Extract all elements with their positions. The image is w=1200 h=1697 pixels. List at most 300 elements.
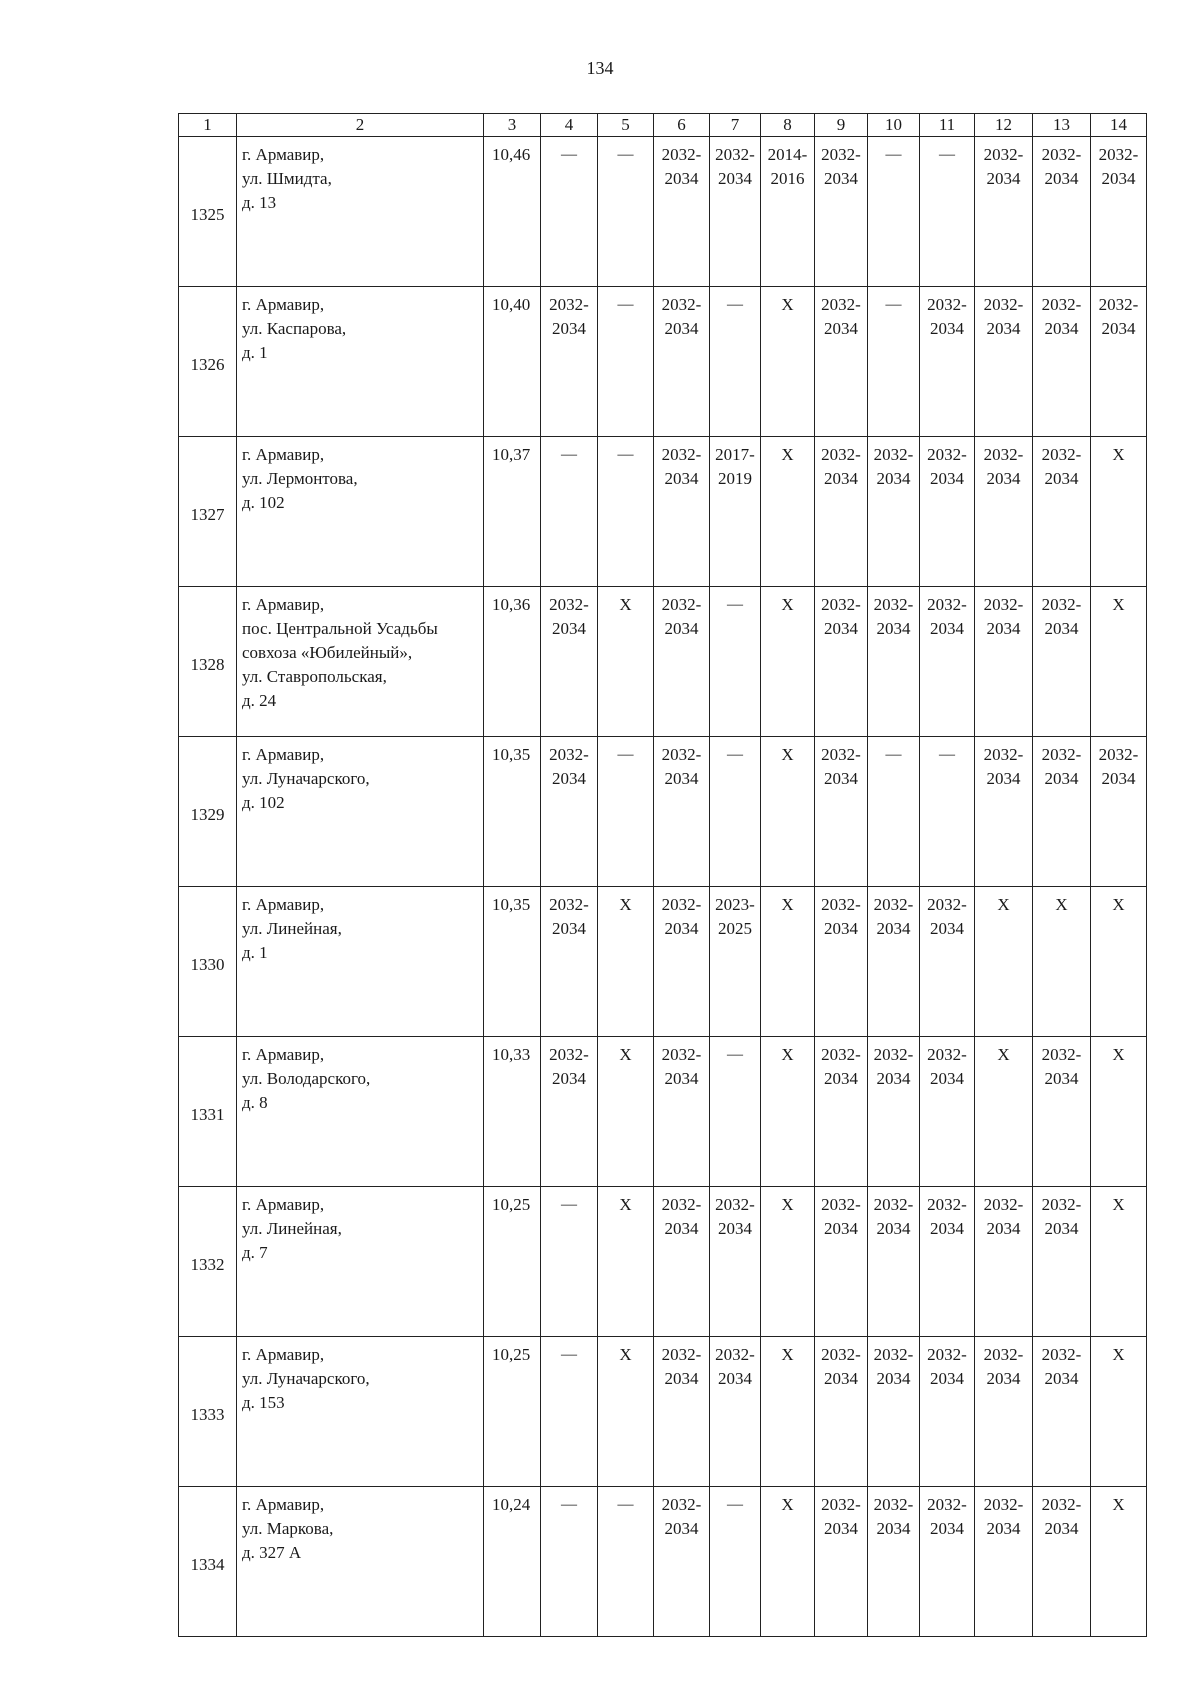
cell-text: 2032- <box>873 595 914 614</box>
cell-text: 2034 <box>930 469 964 488</box>
row-number: 1329 <box>179 737 237 887</box>
table-row <box>179 1487 1147 1637</box>
cell-text: Х <box>1112 595 1125 614</box>
period-cell <box>598 587 654 737</box>
cell-text: 2032- <box>983 295 1024 314</box>
table-row <box>179 1337 1147 1487</box>
cell-text: 2032- <box>715 145 755 164</box>
cell-text: 2032- <box>1041 1195 1082 1214</box>
period-cell <box>975 437 1033 587</box>
address-line: г. Армавир, <box>242 745 325 764</box>
cell-text: 2034 <box>876 919 911 938</box>
cell-text: 2032- <box>873 1495 914 1514</box>
column-header: 5 <box>598 114 654 137</box>
period-cell <box>710 737 761 887</box>
cell-text: 2032- <box>821 1195 861 1214</box>
cell-text: 2014- <box>767 145 808 164</box>
period-cell <box>761 137 815 287</box>
value-cell: 10,25 <box>484 1187 541 1337</box>
period-cell <box>598 1487 654 1637</box>
period-cell <box>710 887 761 1037</box>
cell-text: 2034 <box>824 319 858 338</box>
period-cell <box>541 137 598 287</box>
period-cell <box>1033 1037 1091 1187</box>
cell-text: 2034 <box>824 1369 858 1388</box>
cell-text: 2032- <box>661 895 702 914</box>
period-cell <box>868 587 920 737</box>
cell-text: Х <box>619 895 632 914</box>
value-cell: 10,40 <box>484 287 541 437</box>
address-line: г. Армавир, <box>242 1345 325 1364</box>
cell-text: 2034 <box>986 769 1021 788</box>
cell-text: 2034 <box>1044 1069 1079 1088</box>
period-cell <box>1033 887 1091 1037</box>
cell-text: — <box>727 746 743 763</box>
cell-text: 2034 <box>1044 169 1079 188</box>
period-cell <box>1091 887 1147 1037</box>
column-header: 11 <box>920 114 975 137</box>
cell-text: 2034 <box>718 1219 752 1238</box>
column-header: 12 <box>975 114 1033 137</box>
cell-text: — <box>727 1046 743 1063</box>
cell-text: — <box>727 296 743 313</box>
cell-text: 2034 <box>876 1519 911 1538</box>
cell-text: 2034 <box>664 1519 699 1538</box>
period-cell <box>1033 287 1091 437</box>
cell-text: — <box>885 296 902 313</box>
cell-text: 2032- <box>1041 1045 1082 1064</box>
cell-text: Х <box>781 1195 794 1214</box>
period-cell <box>654 1037 710 1187</box>
cell-text: 2032- <box>983 745 1024 764</box>
address-cell <box>237 887 484 1037</box>
cell-text: 2032- <box>1041 745 1082 764</box>
period-cell <box>815 587 868 737</box>
period-cell <box>868 287 920 437</box>
cell-text: 2034 <box>986 469 1021 488</box>
period-cell <box>710 287 761 437</box>
cell-text: — <box>617 1496 634 1513</box>
cell-text: 2032- <box>821 1045 861 1064</box>
column-header: 9 <box>815 114 868 137</box>
cell-text: 2032- <box>661 145 702 164</box>
address-line: г. Армавир, <box>242 595 325 614</box>
period-cell <box>868 1487 920 1637</box>
period-cell <box>1091 1487 1147 1637</box>
period-cell <box>975 587 1033 737</box>
cell-text: Х <box>781 1495 794 1514</box>
column-header: 6 <box>654 114 710 137</box>
cell-text: 2032- <box>661 1345 702 1364</box>
cell-text: 2032- <box>873 1345 914 1364</box>
cell-text: — <box>617 146 634 163</box>
address-line: ул. Линейная, <box>242 919 342 938</box>
cell-text: 2034 <box>986 169 1021 188</box>
period-cell <box>975 1487 1033 1637</box>
table-row <box>179 737 1147 887</box>
row-number: 1330 <box>179 887 237 1037</box>
cell-text: 2034 <box>1101 769 1136 788</box>
period-cell <box>815 137 868 287</box>
cell-text: 2034 <box>664 919 699 938</box>
period-cell <box>975 737 1033 887</box>
cell-text: 2032- <box>1041 445 1082 464</box>
column-header: 13 <box>1033 114 1091 137</box>
cell-text: 2034 <box>986 1219 1021 1238</box>
value-cell: 10,25 <box>484 1337 541 1487</box>
cell-text: — <box>561 1496 577 1513</box>
cell-text: — <box>727 1496 743 1513</box>
period-cell <box>975 887 1033 1037</box>
period-cell <box>815 887 868 1037</box>
period-cell <box>868 1187 920 1337</box>
cell-text: — <box>939 146 955 163</box>
period-cell <box>920 1487 975 1637</box>
address-line: д. 24 <box>242 691 277 710</box>
period-cell <box>1091 737 1147 887</box>
cell-text: — <box>617 446 634 463</box>
cell-text: Х <box>1112 445 1125 464</box>
period-cell <box>710 1187 761 1337</box>
cell-text: 2032- <box>873 1045 914 1064</box>
cell-text: 2032- <box>1098 145 1139 164</box>
cell-text: 2032- <box>1098 295 1139 314</box>
cell-text: Х <box>997 1045 1010 1064</box>
period-cell <box>1033 1487 1091 1637</box>
table-row <box>179 587 1147 737</box>
period-cell <box>541 1337 598 1487</box>
cell-text: — <box>561 146 577 163</box>
cell-text: 2032- <box>983 445 1024 464</box>
period-cell <box>920 887 975 1037</box>
period-cell <box>761 887 815 1037</box>
cell-text: Х <box>781 745 794 764</box>
cell-text: 2034 <box>1101 319 1136 338</box>
table-row <box>179 1037 1147 1187</box>
cell-text: 2034 <box>1044 319 1079 338</box>
data-table <box>178 113 1147 1637</box>
cell-text: 2032- <box>549 745 589 764</box>
cell-text: 2034 <box>552 1069 586 1088</box>
period-cell <box>815 737 868 887</box>
value-cell: 10,36 <box>484 587 541 737</box>
period-cell <box>1091 437 1147 587</box>
cell-text: — <box>617 296 634 313</box>
period-cell <box>761 437 815 587</box>
cell-text: 2034 <box>664 1069 699 1088</box>
period-cell <box>761 287 815 437</box>
row-number: 1326 <box>179 287 237 437</box>
address-line: ул. Лермонтова, <box>242 469 358 488</box>
period-cell <box>654 737 710 887</box>
cell-text: 2032- <box>661 745 702 764</box>
period-cell <box>920 287 975 437</box>
cell-text: 2032- <box>927 1195 967 1214</box>
cell-text: 2034 <box>1044 769 1079 788</box>
period-cell <box>868 437 920 587</box>
cell-text: 2034 <box>824 1069 858 1088</box>
cell-text: 2032- <box>549 1045 589 1064</box>
cell-text: 2034 <box>876 1369 911 1388</box>
cell-text: 2034 <box>824 469 858 488</box>
period-cell <box>1033 1337 1091 1487</box>
period-cell <box>710 1487 761 1637</box>
cell-text: — <box>561 1196 577 1213</box>
period-cell <box>920 1037 975 1187</box>
cell-text: 2019 <box>718 469 752 488</box>
address-line: д. 327 А <box>242 1543 302 1562</box>
cell-text: Х <box>619 1345 632 1364</box>
address-line: пос. Центральной Усадьбы <box>242 619 438 638</box>
period-cell <box>1091 1337 1147 1487</box>
column-header: 7 <box>710 114 761 137</box>
cell-text: 2032- <box>873 1195 914 1214</box>
cell-text: 2032- <box>821 1495 861 1514</box>
address-line: д. 153 <box>242 1393 285 1412</box>
cell-text: 2034 <box>930 1519 964 1538</box>
cell-text: 2034 <box>552 769 586 788</box>
cell-text: 2023- <box>715 895 755 914</box>
period-cell <box>598 887 654 1037</box>
address-line: г. Армавир, <box>242 445 325 464</box>
period-cell <box>1033 587 1091 737</box>
cell-text: 2034 <box>876 1069 911 1088</box>
row-number: 1332 <box>179 1187 237 1337</box>
period-cell <box>710 1037 761 1187</box>
period-cell <box>815 1487 868 1637</box>
period-cell <box>541 587 598 737</box>
period-cell <box>541 1487 598 1637</box>
period-cell <box>541 437 598 587</box>
period-cell <box>868 887 920 1037</box>
row-number: 1333 <box>179 1337 237 1487</box>
period-cell <box>710 1337 761 1487</box>
period-cell <box>654 287 710 437</box>
column-header: 14 <box>1091 114 1147 137</box>
period-cell <box>975 1337 1033 1487</box>
period-cell <box>868 1337 920 1487</box>
value-cell: 10,35 <box>484 737 541 887</box>
value-cell: 10,46 <box>484 137 541 287</box>
cell-text: Х <box>1112 1045 1125 1064</box>
table-row <box>179 437 1147 587</box>
period-cell <box>598 1337 654 1487</box>
cell-text: 2034 <box>552 319 586 338</box>
cell-text: 2032- <box>983 145 1024 164</box>
address-line: д. 13 <box>242 193 277 212</box>
cell-text: Х <box>1112 1345 1125 1364</box>
cell-text: 2034 <box>1044 1519 1079 1538</box>
cell-text: 2034 <box>664 319 699 338</box>
cell-text: 2034 <box>824 1219 858 1238</box>
cell-text: Х <box>781 1045 794 1064</box>
period-cell <box>1033 737 1091 887</box>
cell-text: 2032- <box>1041 145 1082 164</box>
cell-text: 2032- <box>983 1345 1024 1364</box>
page-number: 134 <box>586 58 614 78</box>
address-cell <box>237 1187 484 1337</box>
period-cell <box>1033 1187 1091 1337</box>
cell-text: 2032- <box>873 895 914 914</box>
cell-text: — <box>939 746 955 763</box>
address-line: ул. Луначарского, <box>242 769 370 788</box>
cell-text: 2034 <box>664 1369 699 1388</box>
value-cell: 10,35 <box>484 887 541 1037</box>
cell-text: 2034 <box>930 1069 964 1088</box>
cell-text: — <box>561 1346 577 1363</box>
cell-text: 2034 <box>930 919 964 938</box>
cell-text: Х <box>781 895 794 914</box>
cell-text: 2034 <box>824 769 858 788</box>
period-cell <box>1091 1037 1147 1187</box>
period-cell <box>815 287 868 437</box>
address-cell <box>237 1487 484 1637</box>
period-cell <box>920 437 975 587</box>
period-cell <box>815 1337 868 1487</box>
column-header: 1 <box>179 114 237 137</box>
address-line: г. Армавир, <box>242 1045 325 1064</box>
value-cell: 10,24 <box>484 1487 541 1637</box>
address-line: ул. Володарского, <box>242 1069 371 1088</box>
address-line: г. Армавир, <box>242 1495 325 1514</box>
period-cell <box>815 1037 868 1187</box>
period-cell <box>1091 587 1147 737</box>
address-line: г. Армавир, <box>242 1195 325 1214</box>
period-cell <box>975 287 1033 437</box>
cell-text: 2032- <box>1041 295 1082 314</box>
period-cell <box>761 1487 815 1637</box>
cell-text: 2034 <box>824 919 858 938</box>
address-line: ул. Луначарского, <box>242 1369 370 1388</box>
address-line: д. 8 <box>242 1093 268 1112</box>
cell-text: Х <box>781 1345 794 1364</box>
cell-text: Х <box>1112 895 1125 914</box>
cell-text: 2032- <box>1098 745 1139 764</box>
row-number: 1334 <box>179 1487 237 1637</box>
cell-text: Х <box>619 1045 632 1064</box>
cell-text: 2032- <box>927 895 967 914</box>
cell-text: 2034 <box>664 1219 699 1238</box>
cell-text: 2034 <box>1044 469 1079 488</box>
cell-text: 2034 <box>930 1369 964 1388</box>
period-cell <box>654 1487 710 1637</box>
address-cell <box>237 737 484 887</box>
period-cell <box>815 1187 868 1337</box>
period-cell <box>761 1187 815 1337</box>
cell-text: 2032- <box>1041 1345 1082 1364</box>
column-header: 8 <box>761 114 815 137</box>
row-number: 1325 <box>179 137 237 287</box>
address-line: ул. Каспарова, <box>242 319 347 338</box>
header-row <box>179 114 1147 137</box>
cell-text: — <box>885 746 902 763</box>
cell-text: 2034 <box>986 1519 1021 1538</box>
cell-text: 2032- <box>821 295 861 314</box>
column-header: 2 <box>237 114 484 137</box>
address-line: ул. Шмидта, <box>242 169 332 188</box>
address-line: д. 102 <box>242 493 285 512</box>
table-row <box>179 887 1147 1037</box>
period-cell <box>598 737 654 887</box>
value-cell: 10,37 <box>484 437 541 587</box>
cell-text: 2032- <box>661 295 702 314</box>
address-cell <box>237 437 484 587</box>
cell-text: Х <box>781 295 794 314</box>
cell-text: Х <box>781 595 794 614</box>
address-line: г. Армавир, <box>242 895 325 914</box>
cell-text: Х <box>1055 895 1068 914</box>
period-cell <box>815 437 868 587</box>
cell-text: 2034 <box>930 1219 964 1238</box>
cell-text: 2032- <box>1041 595 1082 614</box>
cell-text: 2032- <box>821 595 861 614</box>
cell-text: 2032- <box>927 1345 967 1364</box>
cell-text: 2034 <box>664 619 699 638</box>
address-line: д. 1 <box>242 943 268 962</box>
cell-text: 2034 <box>552 919 586 938</box>
value-cell: 10,33 <box>484 1037 541 1187</box>
cell-text: 2032- <box>927 445 967 464</box>
period-cell <box>868 1037 920 1187</box>
period-cell <box>761 1037 815 1187</box>
cell-text: 2025 <box>718 919 752 938</box>
period-cell <box>710 437 761 587</box>
cell-text: — <box>617 746 634 763</box>
cell-text: 2032- <box>927 295 967 314</box>
cell-text: 2034 <box>664 769 699 788</box>
cell-text: 2032- <box>715 1195 755 1214</box>
cell-text: 2034 <box>718 169 752 188</box>
period-cell <box>654 437 710 587</box>
cell-text: 2034 <box>986 319 1021 338</box>
cell-text: Х <box>1112 1495 1125 1514</box>
column-header: 4 <box>541 114 598 137</box>
period-cell <box>541 287 598 437</box>
cell-text: 2032- <box>873 445 914 464</box>
period-cell <box>920 1187 975 1337</box>
period-cell <box>1091 287 1147 437</box>
cell-text: 2034 <box>552 619 586 638</box>
cell-text: 2034 <box>930 319 964 338</box>
cell-text: 2034 <box>824 1519 858 1538</box>
cell-text: 2034 <box>986 619 1021 638</box>
cell-text: 2032- <box>983 1195 1024 1214</box>
cell-text: 2034 <box>664 469 699 488</box>
period-cell <box>598 1037 654 1187</box>
period-cell <box>868 737 920 887</box>
cell-text: 2032- <box>661 595 702 614</box>
cell-text: Х <box>619 595 632 614</box>
cell-text: 2034 <box>986 1369 1021 1388</box>
address-line: ул. Линейная, <box>242 1219 342 1238</box>
cell-text: 2032- <box>927 1495 967 1514</box>
cell-text: Х <box>1112 1195 1125 1214</box>
column-header: 3 <box>484 114 541 137</box>
cell-text: 2032- <box>661 1195 702 1214</box>
period-cell <box>920 1337 975 1487</box>
cell-text: 2034 <box>1101 169 1136 188</box>
cell-text: 2032- <box>821 145 861 164</box>
period-cell <box>710 137 761 287</box>
period-cell <box>598 287 654 437</box>
cell-text: 2034 <box>876 469 911 488</box>
cell-text: 2032- <box>983 595 1024 614</box>
row-number: 1328 <box>179 587 237 737</box>
cell-text: 2032- <box>821 445 861 464</box>
period-cell <box>598 437 654 587</box>
cell-text: 2032- <box>1041 1495 1082 1514</box>
address-line: ул. Ставропольская, <box>242 667 387 686</box>
